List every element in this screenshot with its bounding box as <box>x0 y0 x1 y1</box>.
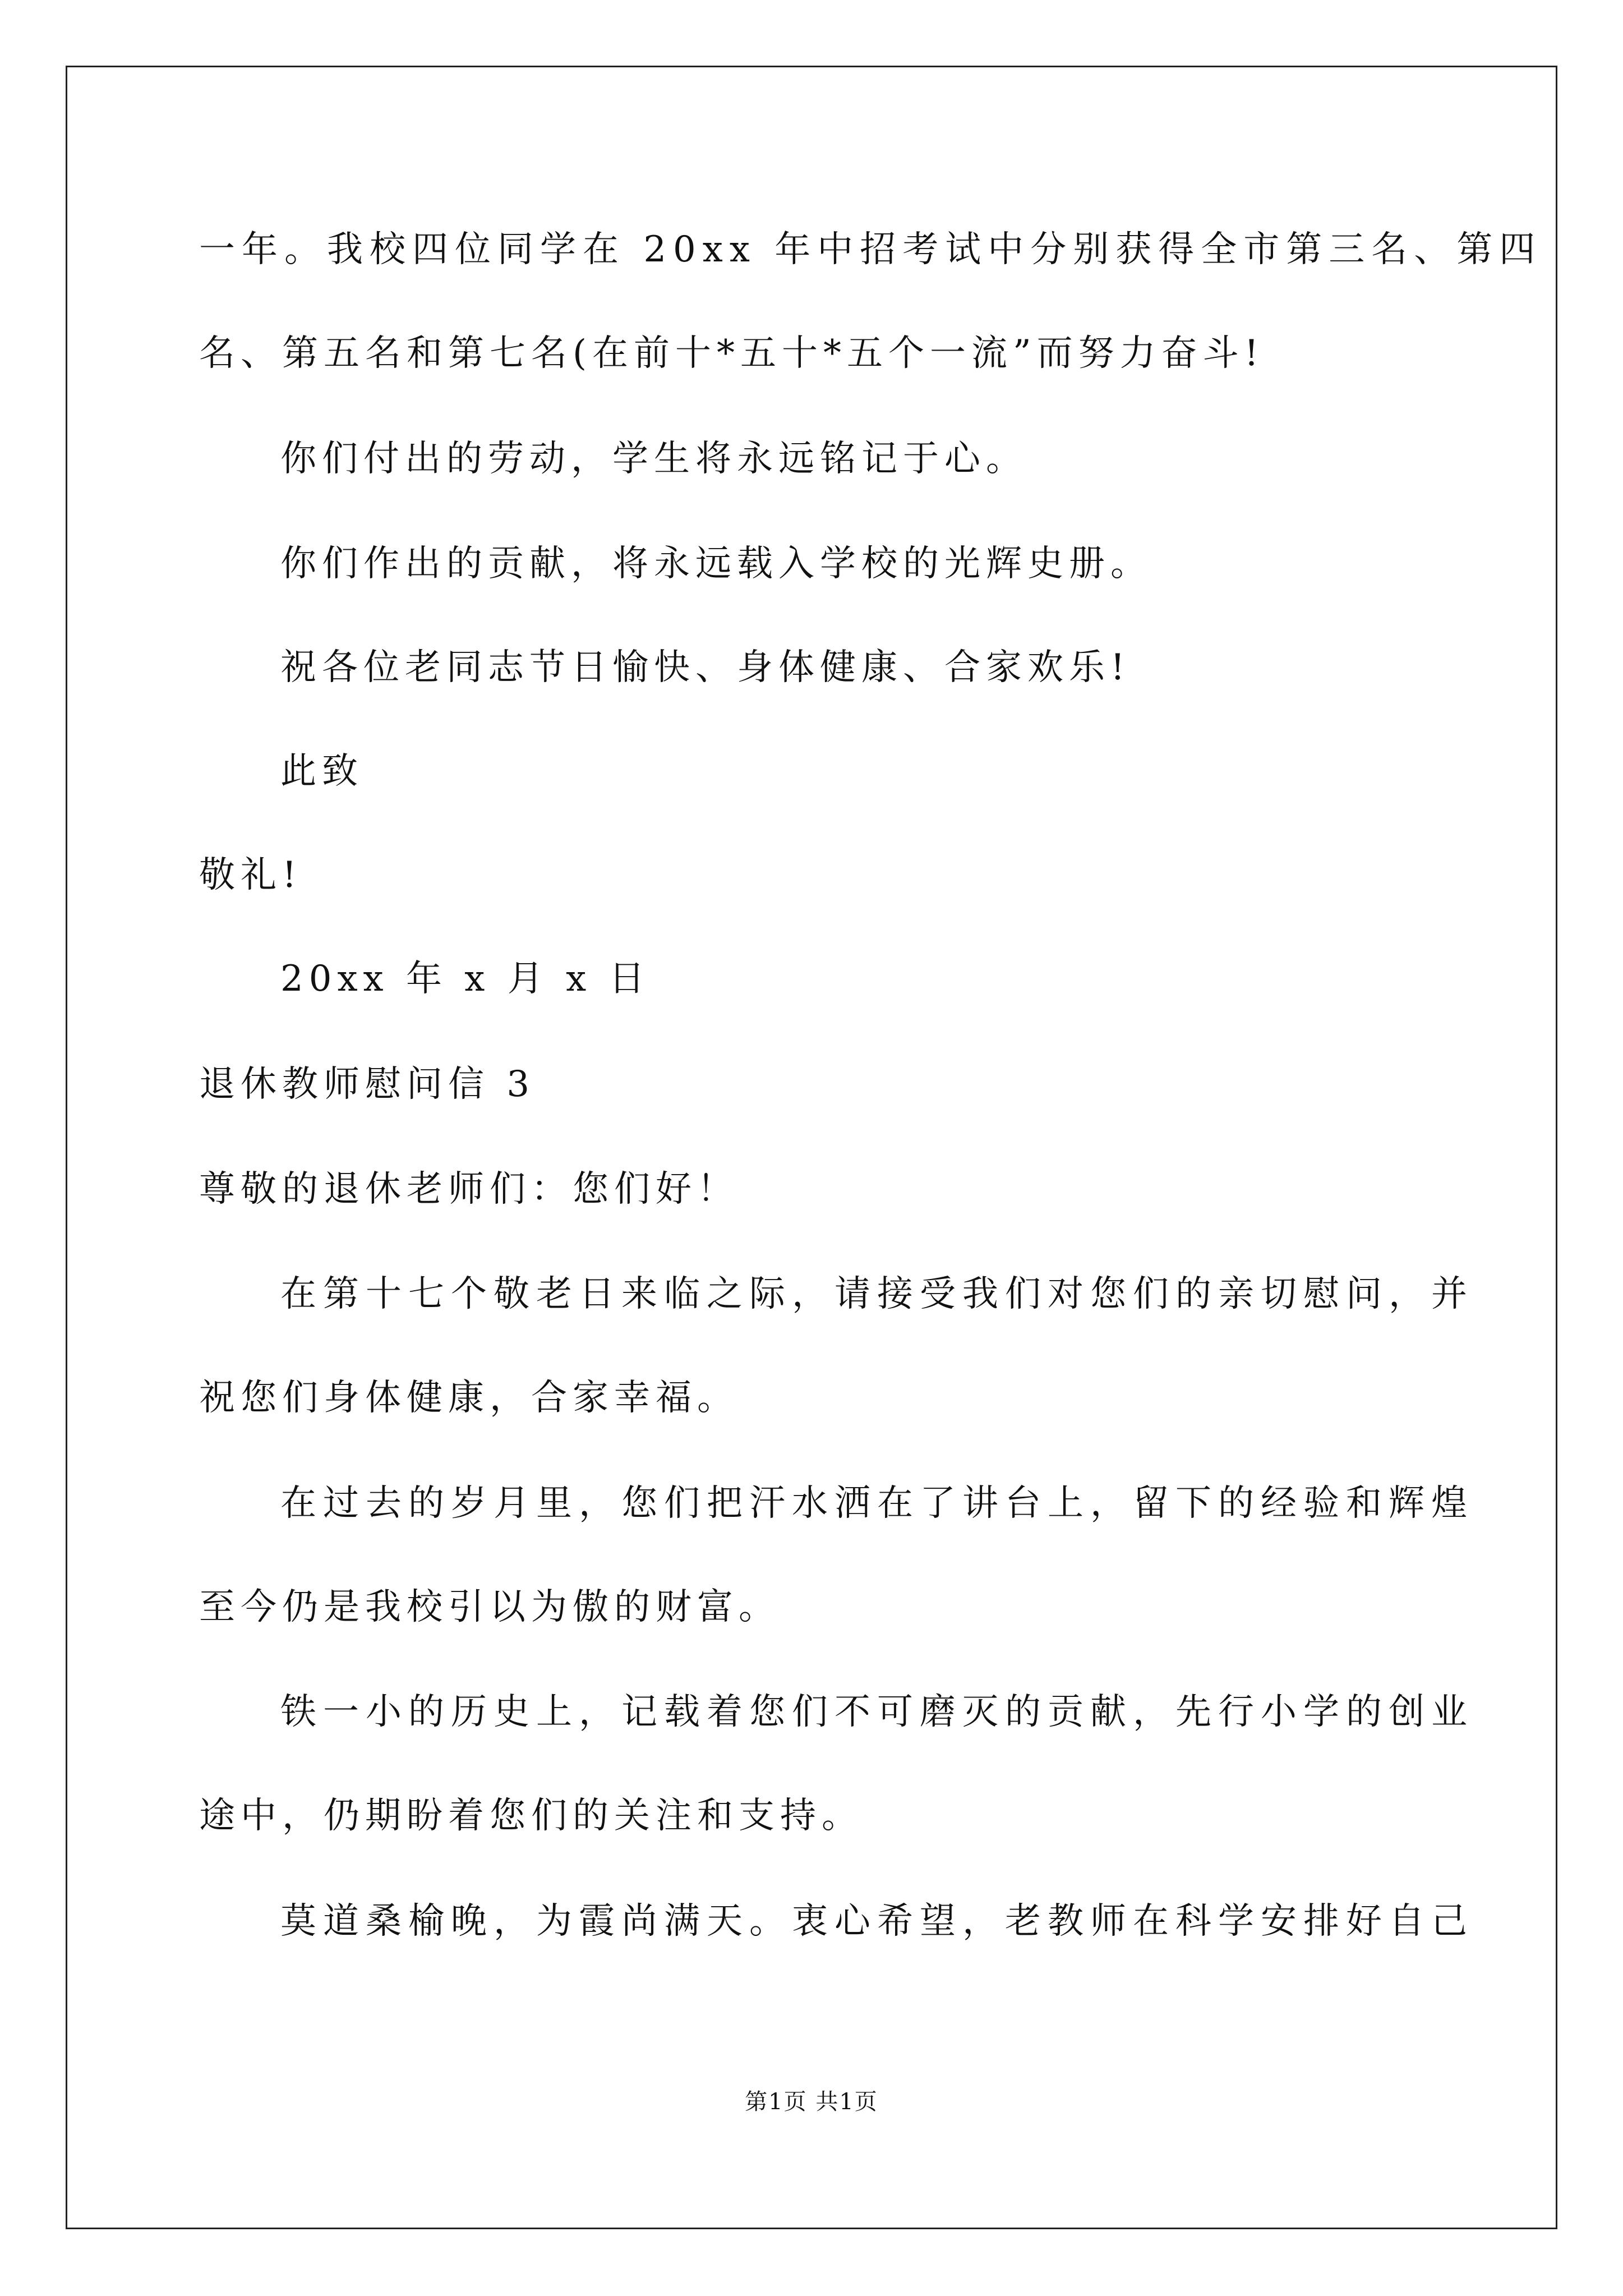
closing-regards: 敬礼! <box>199 854 302 896</box>
paragraph-line: 途中，仍期盼着您们的关注和支持。 <box>199 1795 863 1837</box>
paragraph-line: 祝您们身体健康，合家幸福。 <box>199 1377 739 1419</box>
paragraph-line: 莫道桑榆晚，为霞尚满天。衷心希望，老教师在科学安排好自己 <box>280 1901 1474 1942</box>
letter-date: 20xx 年 x 月 x 日 <box>280 958 651 1000</box>
paragraph-line: 至今仍是我校引以为傲的财富。 <box>199 1586 780 1628</box>
paragraph-line: 一年。我校四位同学在 20xx 年中招考试中分别获得全市第三名、第四 <box>199 229 1542 270</box>
letter-greeting: 尊敬的退休老师们：您们好！ <box>199 1168 739 1210</box>
paragraph-line: 名、第五名和第七名(在前十*五十*五个一流”而努力奋斗! <box>199 333 1265 374</box>
paragraph-line: 在过去的岁月里，您们把汗水洒在了讲台上，留下的经验和辉煌 <box>280 1483 1474 1524</box>
paragraph-line: 祝各位老同志节日愉快、身体健康、合家欢乐! <box>280 647 1131 688</box>
closing-salutation: 此致 <box>280 751 363 792</box>
paragraph-line: 你们付出的劳动，学生将永远铭记于心。 <box>280 438 1027 480</box>
letter-title: 退休教师慰问信 3 <box>199 1064 536 1105</box>
paragraph-line: 铁一小的历史上，记载着您们不可磨灭的贡献，先行小学的创业 <box>280 1691 1474 1733</box>
paragraph-line: 你们作出的贡献，将永远载入学校的光辉史册。 <box>280 543 1152 585</box>
paragraph-line: 在第十七个敬老日来临之际，请接受我们对您们的亲切慰问，并 <box>280 1273 1474 1315</box>
page-footer: 第1页 共1页 <box>745 2089 878 2115</box>
